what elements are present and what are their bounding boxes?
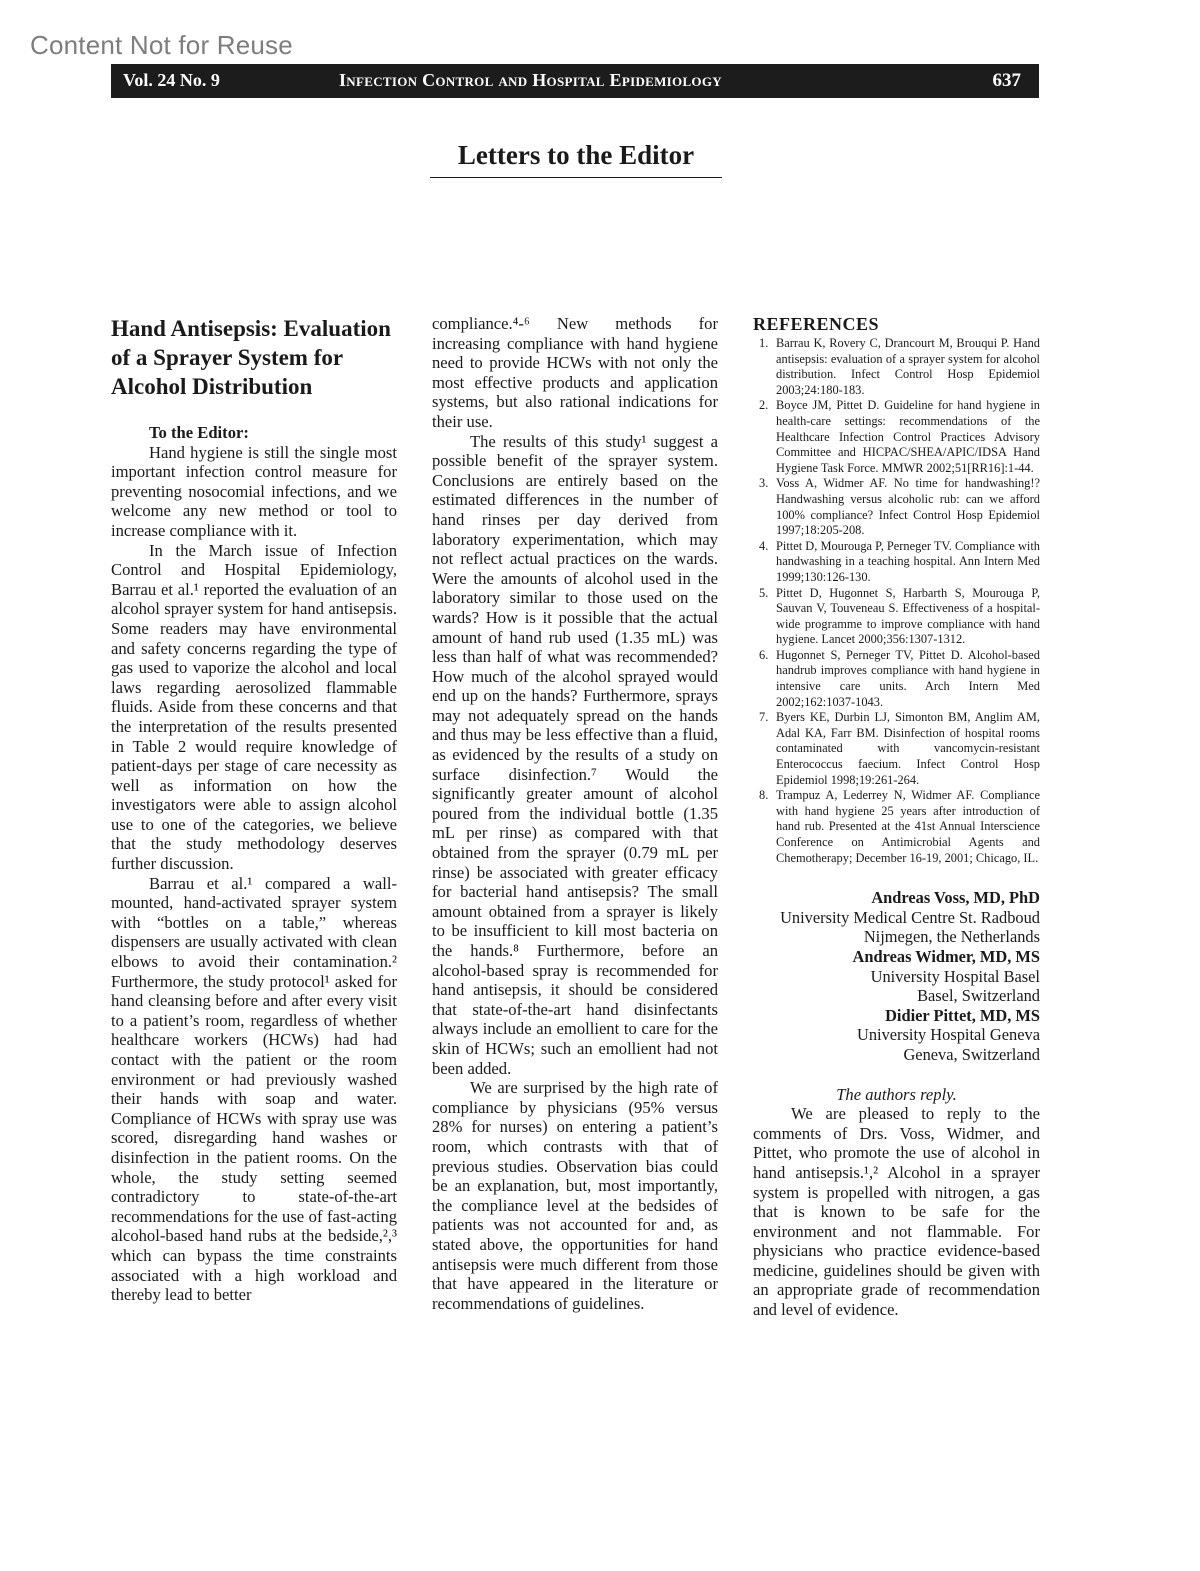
author-name: Didier Pittet, MD, MS xyxy=(885,1005,1040,1025)
journal-header-bar xyxy=(111,64,1039,98)
body-paragraph: The results of this study¹ suggest a possible benefit of the sprayer system. Conclusions are entirely based on the estimated differences in the number of hand rinses per day derived from laboratory experimentation, which may not reflect actual practices on the wards. Were the amounts of alcohol used in the laboratory similar to those used on the wards? How is it possible that the actual amount of hand rub used (1.35 mL) was less than half of what was recommended? How much of the alcohol sprayed would end up on the hands? Furthermore, sprays may not adequately spread on the hands and thus may be less effective than a fluid, as evidenced by the results of a study on surface disinfection.⁷ Would the significantly greater amount of alcohol poured from the individual bottle (1.35 mL per rinse) as compared with that obtained from the sprayer (0.79 mL per rinse) be associated with greater efficacy for bacterial hand antisepsis? The small amount obtained from a sprayer is likely to be insufficient to kill most bacteria on the hands.⁸ Furthermore, before an alcohol-based spray is recommended for hand antisepsis, it should be considered that state-of-the-art hand disinfectants always include an emollient to care for the skin of HCWs; such an emollient had not been added. xyxy=(432,431,718,1078)
journal-name: Infection Control and Hospital Epidemiology xyxy=(339,70,722,90)
article-title: Hand Antisepsis: Evaluation of a Sprayer System for Alcohol Distribution xyxy=(111,316,391,399)
reference-item: 7. Byers KE, Durbin LJ, Simonton BM, Anglim AM, Adal KA, Farr BM. Disinfection of hospital rooms contaminated with vancomycin-resistant Enterococcus faecium. Infect Control Hosp Epidemiol 1998;19:261-264. xyxy=(759,710,1040,787)
reference-item: 3. Voss A, Widmer AF. No time for handwashing!? Handwashing versus alcoholic rub: can we afford 100% compliance? Infect Control Hosp Epidemiol 1997;18:205-208. xyxy=(759,476,1040,538)
reference-item: 6. Hugonnet S, Perneger TV, Pittet D. Alcohol-based handrub improves compliance with hand hygiene in intensive care units. Arch Intern Med 2002;162:1037-1043. xyxy=(759,647,1040,709)
references-heading: REFERENCES xyxy=(753,314,880,334)
page-number: 637 xyxy=(992,70,1021,91)
author-affiliation: University Hospital Geneva xyxy=(857,1025,1040,1045)
column-1 xyxy=(111,314,397,1305)
author-affiliation: Nijmegen, the Netherlands xyxy=(863,927,1040,947)
reference-item: 2. Boyce JM, Pittet D. Guideline for hand hygiene in health-care settings: recommendations of the Healthcare Infection Control Practices Advisory Committee and HICPAC/SHEA/APIC/IDSA Hand Hygiene Task Force. MMWR 2002;51[RR16]:1-44. xyxy=(759,398,1040,475)
author-affiliation: Geneva, Switzerland xyxy=(903,1044,1040,1064)
author-affiliation: University Medical Centre St. Radboud xyxy=(780,907,1040,927)
reference-list xyxy=(753,336,1040,866)
author-name: Andreas Voss, MD, PhD xyxy=(871,888,1040,908)
reply-heading: The authors reply. xyxy=(836,1084,957,1104)
body-paragraph: compliance.⁴-⁶ New methods for increasing compliance with hand hygiene need to provide HCWs with not only the most effective products and application systems, but also rational indications for their use. xyxy=(432,314,718,431)
author-affiliation: Basel, Switzerland xyxy=(917,986,1040,1006)
body-paragraph: Hand hygiene is still the single most important infection control measure for preventing nosocomial infections, and we welcome any new method or tool to increase compliance with it. xyxy=(111,442,397,540)
watermark: Content Not for Reuse xyxy=(30,30,293,60)
author-signatures xyxy=(753,888,1040,1064)
reference-item: 4. Pittet D, Mourouga P, Perneger TV. Compliance with handwashing in a teaching hospital. Ann Intern Med 1999;130:126-130. xyxy=(759,538,1040,584)
reference-item: 5. Pittet D, Hugonnet S, Harbarth S, Mourouga P, Sauvan V, Touveneau S. Effectiveness of a hospital-wide programme to improve compliance with hand hygiene. Lancet 2000;356:1307-1312. xyxy=(759,585,1040,647)
column-3 xyxy=(753,314,1040,1320)
volume-issue: Vol. 24 No. 9 xyxy=(123,70,220,90)
salutation: To the Editor: xyxy=(149,423,249,442)
section-title: Letters to the Editor xyxy=(430,140,722,178)
reference-item: 1. Barrau K, Rovery C, Drancourt M, Brouqui P. Hand antisepsis: evaluation of a sprayer system for alcohol distribution. Infect Control Hosp Epidemiol 2003;24:180-183. xyxy=(759,336,1040,397)
body-paragraph: Barrau et al.¹ compared a wall-mounted, hand-activated sprayer system with “bottles on a table,” whereas dispensers are usually activated with clean elbows to avoid their contamination.² Furthermore, the study protocol¹ asked for hand cleansing before and after every visit to a patient’s room, regardless of whether healthcare workers (HCWs) had had contact with the patient or the room environment or had previously washed their hands with soap and water. Compliance of HCWs with spray use was scored, disregarding hand washes or disinfection in the patient rooms. On the whole, the study setting seemed contradictory to state-of-the-art recommendations for the use of fast-acting alcohol-based hand rubs at the bedside,²,³ which can bypass the time constraints associated with a high workload and thereby lead to better xyxy=(111,873,397,1305)
body-paragraph: We are surprised by the high rate of compliance by physicians (95% versus 28% for nurses) on entering a patient’s room, which contrasts with that of previous studies. Observation bias could be an explanation, but, most importantly, the compliance level at the bedsides of patients was not accounted for and, as stated above, the opportunities for hand antisepsis were much different from those that have appeared in the literature or recommendations of guidelines. xyxy=(432,1078,718,1313)
reference-item: 8. Trampuz A, Lederrey N, Widmer AF. Compliance with hand hygiene 25 years after introduction of hand rub. Presented at the 41st Annual Interscience Conference on Antimicrobial Agents and Chemotherapy; December 16-19, 2001; Chicago, IL. xyxy=(759,788,1040,865)
author-affiliation: University Hospital Basel xyxy=(870,966,1040,986)
author-name: Andreas Widmer, MD, MS xyxy=(852,946,1040,966)
reply-paragraph: We are pleased to reply to the comments of Drs. Voss, Widmer, and Pittet, who promote the use of alcohol in hand antisepsis.¹,² Alcohol in a sprayer system is propelled with nitrogen, a gas that is known to be safe for the environment and not flammable. For physicians who practice evidence-based medicine, guidelines should be given with an appropriate grade of recommendation and level of evidence. xyxy=(753,1104,1040,1320)
column-2 xyxy=(432,314,718,1313)
body-paragraph: In the March issue of Infection Control and Hospital Epidemiology, Barrau et al.¹ reported the evaluation of an alcohol sprayer system for hand antisepsis. Some readers may have environmental and safety concerns regarding the type of gas used to vaporize the alcohol and local laws regarding aerosolized flammable fluids. Aside from these concerns and that the interpretation of the results presented in Table 2 would require knowledge of patient-days per stage of care necessity as well as information on how the investigators were able to assign alcohol use to one of the categories, we believe that the study methodology deserves further discussion. xyxy=(111,540,397,874)
